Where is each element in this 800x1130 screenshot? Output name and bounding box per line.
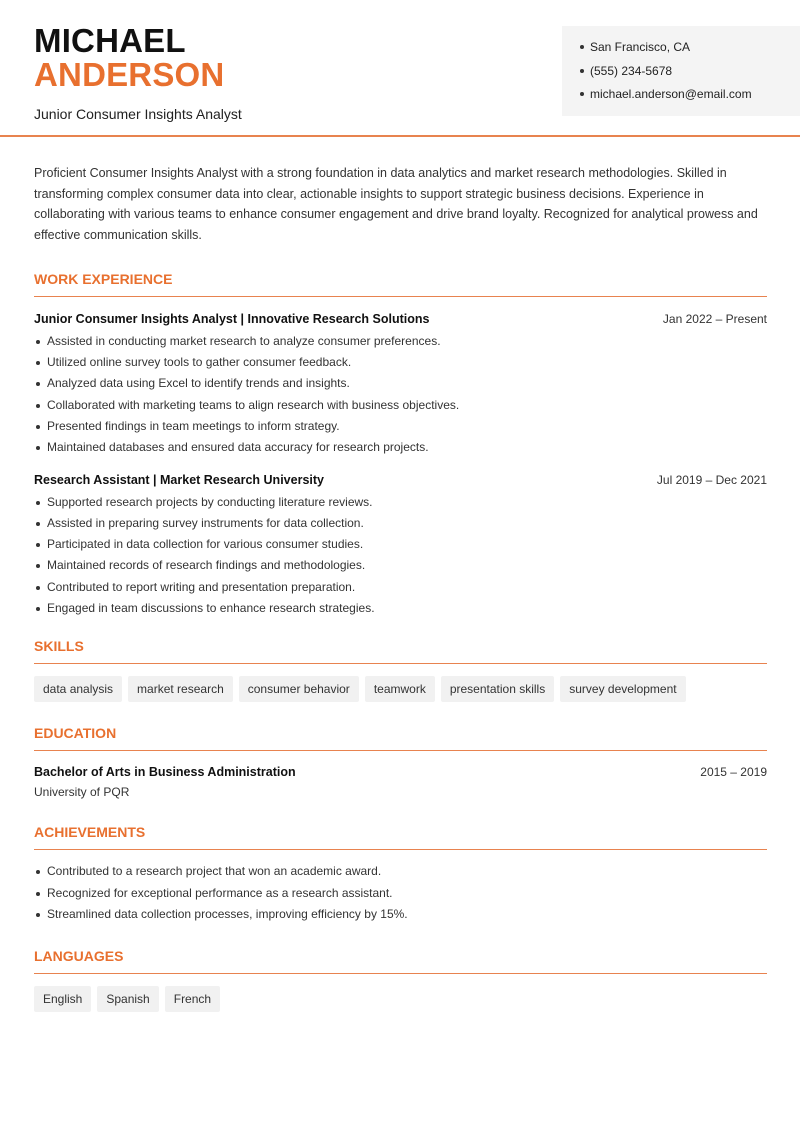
section-work [34,271,767,620]
list-item-text: Participated in data collection for various consumer studies. [47,537,364,552]
skill-chip: data analysis [34,676,122,702]
section-education [34,725,767,799]
section-title-skills: SKILLS [34,638,767,664]
resume-content [34,163,767,1012]
job-entry [34,312,767,459]
list-item-text: Collaborated with marketing teams to align research with business objectives. [47,397,460,412]
skill-chip: consumer behavior [239,676,359,702]
job-entry [34,473,767,620]
list-item [34,352,767,373]
section-title-education: EDUCATION [34,725,767,751]
list-item-text: Maintained records of research findings and methodologies. [47,558,366,573]
section-title-achievements: ACHIEVEMENTS [34,824,767,850]
education-head [34,765,767,779]
bullet-icon [36,913,40,917]
contact-email-text: michael.anderson@email.com [590,87,752,101]
bullet-icon [36,382,40,386]
last-name: ANDERSON [34,56,225,93]
bullet-icon [36,404,40,408]
list-item-text: Analyzed data using Excel to identify trends and insights. [47,376,350,391]
list-item [34,883,767,904]
contact-phone [580,64,800,88]
list-item-text: Recognized for exceptional performance as a research assistant. [47,885,393,900]
section-title-work: WORK EXPERIENCE [34,271,767,297]
job-head [34,312,767,326]
bullet-icon [36,892,40,896]
section-skills [34,638,767,702]
list-item-text: Streamlined data collection processes, improving efficiency by 15%. [47,906,408,921]
job-role: Junior Consumer Insights Analyst | Innovative Research Solutions [34,311,430,326]
contact-box [562,26,800,116]
job-head [34,473,767,487]
job-dates: Jan 2022 – Present [662,311,767,326]
bullet-icon [36,607,40,611]
bullet-icon [36,586,40,590]
list-item-text: Contributed to report writing and presentation preparation. [47,579,356,594]
list-item-text: Supported research projects by conducting literature reviews. [47,494,373,509]
list-item-text: Assisted in preparing survey instruments for data collection. [47,515,364,530]
list-item-text: Engaged in team discussions to enhance research strategies. [47,601,375,616]
list-item [34,861,767,882]
list-item [34,534,767,555]
bullet-icon [36,361,40,365]
contact-email [580,87,800,111]
bullet-icon [580,92,584,96]
skill-chip: market research [128,676,233,702]
language-chip: French [165,986,220,1012]
list-item-text: Presented findings in team meetings to inform strategy. [47,419,340,433]
list-item [34,904,767,925]
list-item [34,437,767,458]
language-chip: Spanish [97,986,158,1012]
list-item [34,416,767,437]
section-languages [34,948,767,1012]
skill-chip: teamwork [365,676,435,702]
contact-phone-text: (555) 234-5678 [590,63,673,78]
list-item-text: Maintained databases and ensured data accuracy for research projects. [47,440,429,455]
list-item-text: Utilized online survey tools to gather consumer feedback. [47,355,352,370]
bullet-icon [36,340,40,344]
first-name: MICHAEL [34,22,186,59]
education-entry [34,765,767,799]
list-item-text: Assisted in conducting market research to analyze consumer preferences. [47,333,441,348]
bullet-icon [36,425,40,429]
section-title-languages: LANGUAGES [34,948,767,974]
list-item [34,373,767,394]
skills-chips [34,676,767,702]
section-achievements [34,824,767,925]
list-item [34,331,767,352]
job-role: Research Assistant | Market Research University [34,472,324,487]
skill-chip: survey development [560,676,685,702]
resume-header [0,0,800,137]
language-chips [34,986,767,1012]
bullet-icon [36,564,40,568]
contact-location [580,40,800,64]
school: University of PQR [34,785,130,800]
skill-chip: presentation skills [441,676,554,702]
education-dates: 2015 – 2019 [700,765,767,780]
list-item [34,395,767,416]
achievement-list [34,861,767,925]
list-item-text: Contributed to a research project that won an academic award. [47,864,382,879]
job-bullets [34,331,767,459]
bullet-icon [36,543,40,547]
job-dates: Jul 2019 – Dec 2021 [656,472,767,487]
list-item [34,492,767,513]
list-item [34,577,767,598]
list-item [34,598,767,619]
degree: Bachelor of Arts in Business Administration [34,765,296,780]
bullet-icon [580,69,584,73]
bullet-icon [36,522,40,526]
bullet-icon [36,870,40,874]
summary: Proficient Consumer Insights Analyst with a strong foundation in data analytics and market research methodologies. Skilled in transforming complex consumer data into clear, actionable insights to support strategic business decisions. Experience in collaborating with various teams to enhance consumer engagement and drive brand loyalty. Recognized for analytical prowess and effective communication skills. [34,166,758,243]
list-item [34,555,767,576]
job-title: Junior Consumer Insights Analyst [34,106,242,122]
name-block [34,24,242,122]
list-item [34,513,767,534]
bullet-icon [36,446,40,450]
bullet-icon [580,45,584,49]
language-chip: English [34,986,91,1012]
bullet-icon [36,501,40,505]
job-bullets [34,492,767,620]
contact-location-text: San Francisco, CA [590,40,691,54]
